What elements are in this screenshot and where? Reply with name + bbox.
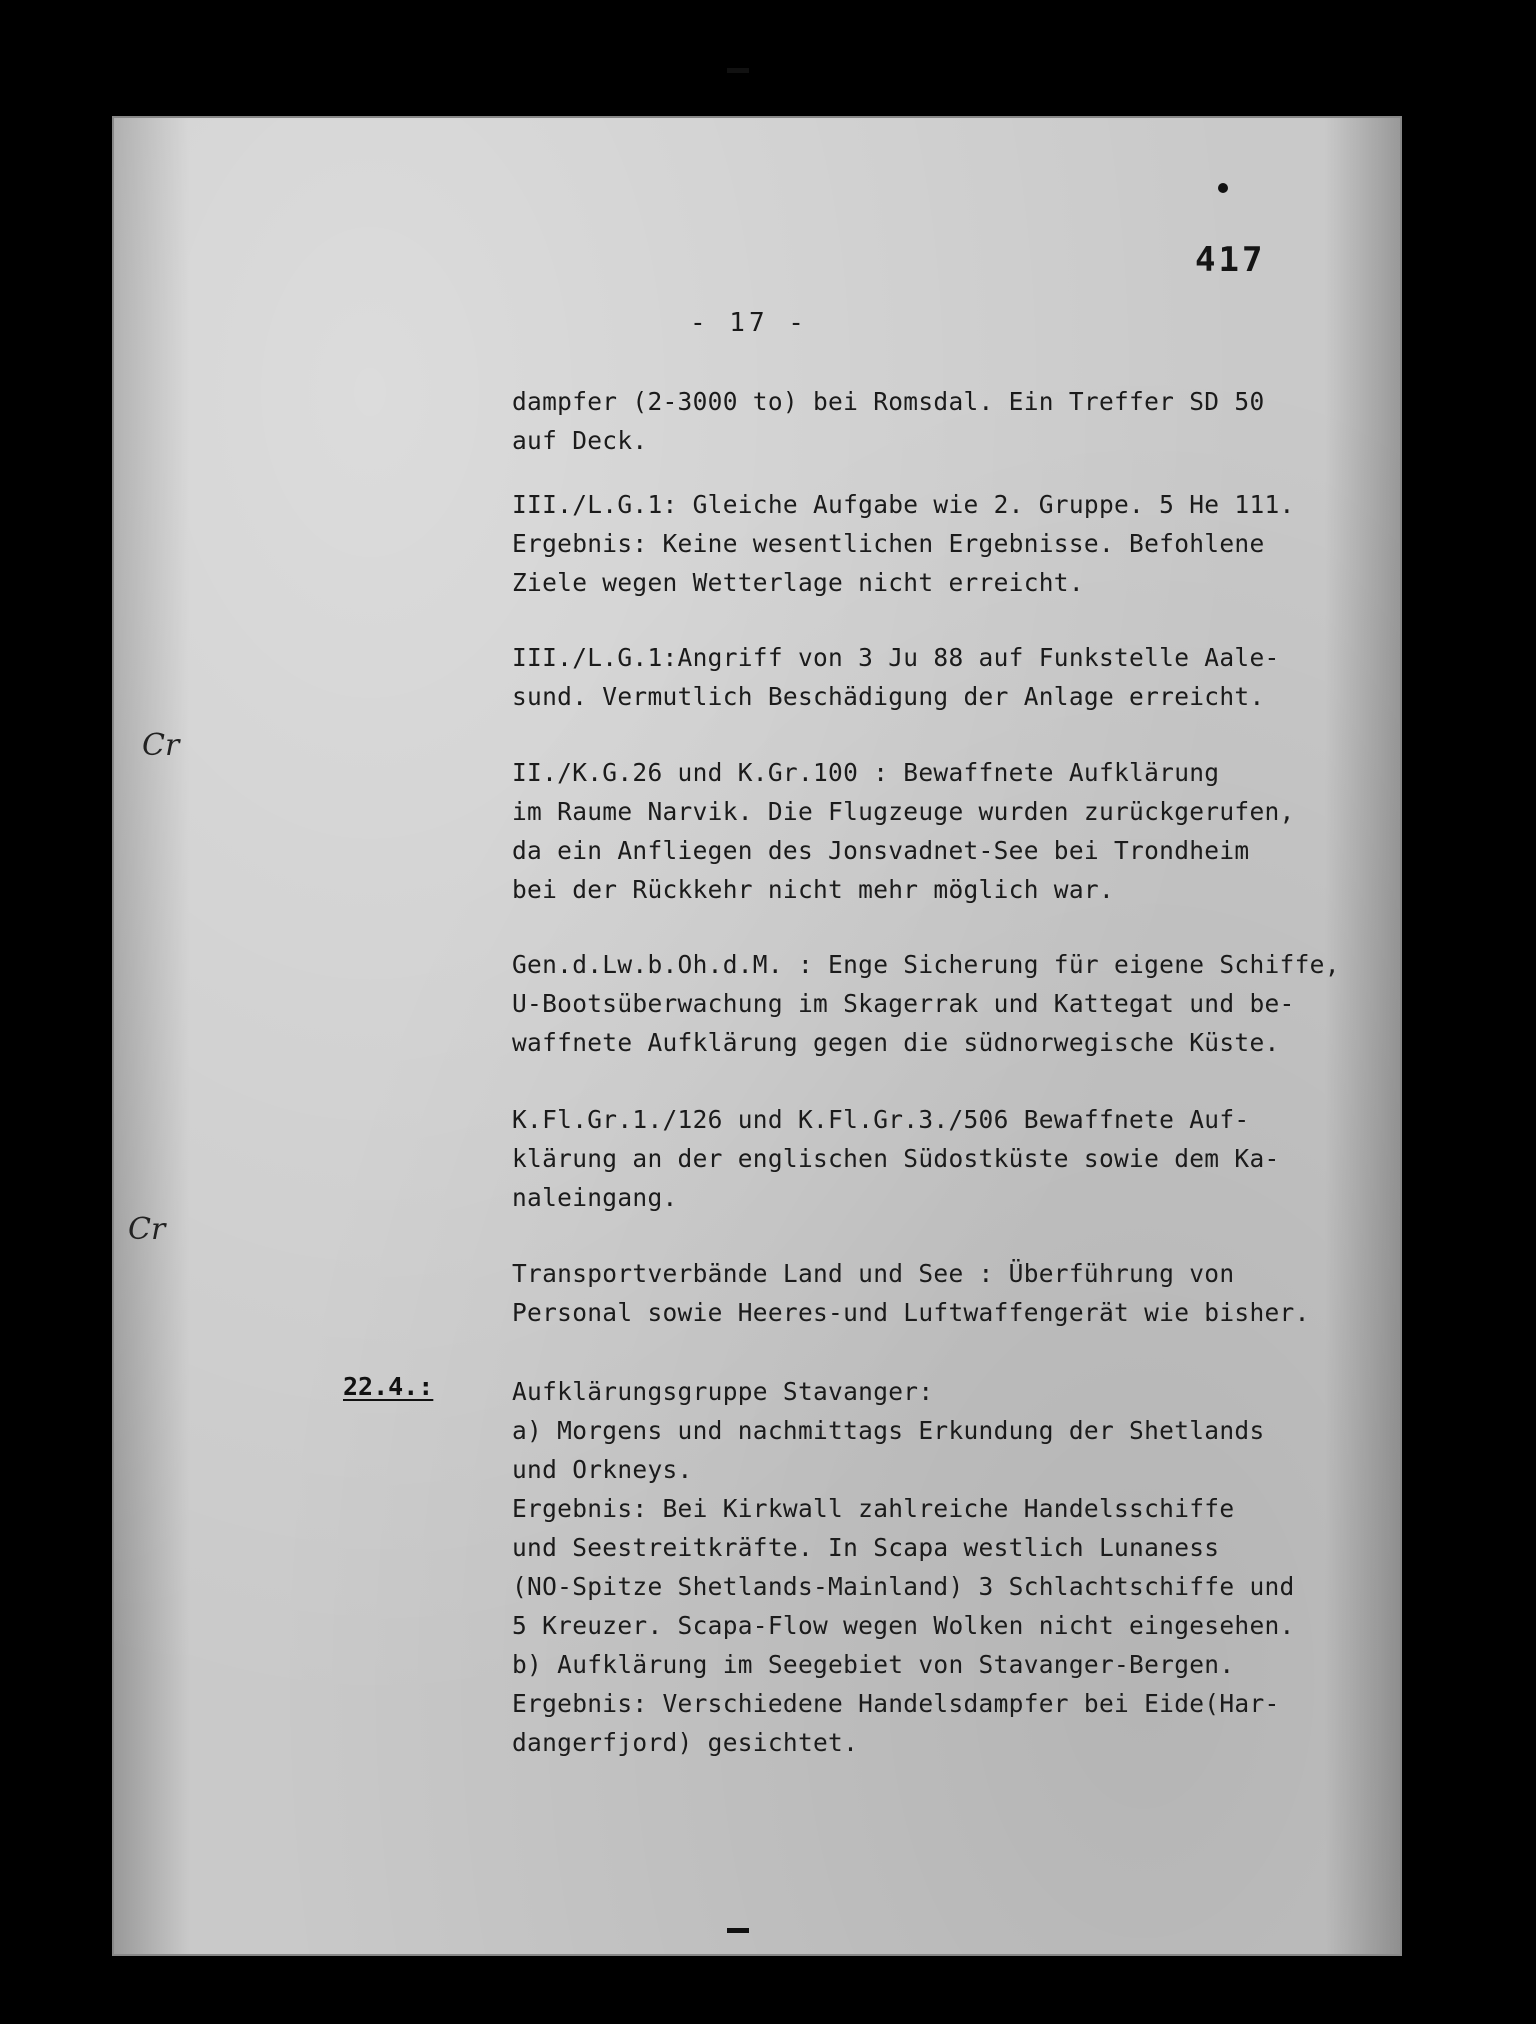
text-line: Ziele wegen Wetterlage nicht erreicht.	[512, 568, 1084, 597]
text-line: III./L.G.1: Gleiche Aufgabe wie 2. Gruppe. 5 He 111.	[512, 490, 1295, 519]
text-line: (NO-Spitze Shetlands-Mainland) 3 Schlachtschiffe und	[512, 1572, 1295, 1601]
paragraph-2	[512, 485, 1332, 602]
text-line: dangerfjord) gesichtet.	[512, 1728, 859, 1757]
text-line: II./K.G.26 und K.Gr.100 : Bewaffnete Aufklärung	[512, 758, 1220, 787]
paragraph-4	[512, 753, 1332, 909]
margin-mark-1: Cr	[142, 728, 180, 763]
paragraph-3	[512, 638, 1332, 716]
folio-number: 417	[1195, 240, 1266, 280]
text-line: a) Morgens und nachmittags Erkundung der Shetlands	[512, 1416, 1265, 1445]
text-line: dampfer (2-3000 to) bei Romsdal. Ein Treffer SD 50	[512, 387, 1265, 416]
text-line: 5 Kreuzer. Scapa-Flow wegen Wolken nicht eingesehen.	[512, 1611, 1295, 1640]
entry-date: 22.4.:	[343, 1372, 434, 1401]
text-line: und Seestreitkräfte. In Scapa westlich Lunaness	[512, 1533, 1220, 1562]
text-line: K.Fl.Gr.1./126 und K.Fl.Gr.3./506 Bewaffnete Auf-	[512, 1105, 1250, 1134]
text-line: naleingang.	[512, 1183, 678, 1212]
text-line: U-Bootsüberwachung im Skagerrak und Kattegat und be-	[512, 989, 1295, 1018]
text-line: klärung an der englischen Südostküste sowie dem Ka-	[512, 1144, 1280, 1173]
entry-body	[512, 1372, 1332, 1762]
punch-dot	[1218, 183, 1228, 193]
text-line: sund. Vermutlich Beschädigung der Anlage erreicht.	[512, 682, 1265, 711]
paragraph-6	[512, 1100, 1332, 1217]
page-number: - 17 -	[690, 308, 808, 338]
text-line: III./L.G.1:Angriff von 3 Ju 88 auf Funkstelle Aale-	[512, 643, 1280, 672]
paragraph-1	[512, 382, 1332, 460]
text-line: Transportverbände Land und See : Überführung von	[512, 1259, 1235, 1288]
text-line: waffnete Aufklärung gegen die südnorwegische Küste.	[512, 1028, 1280, 1057]
text-line: Ergebnis: Bei Kirkwall zahlreiche Handelsschiffe	[512, 1494, 1235, 1523]
text-line: und Orkneys.	[512, 1455, 693, 1484]
text-line: Personal sowie Heeres-und Luftwaffengerät wie bisher.	[512, 1298, 1310, 1327]
paragraph-5	[512, 945, 1340, 1062]
scan-mark-bottom	[727, 1928, 749, 1933]
text-line: Ergebnis: Verschiedene Handelsdampfer bei Eide(Har-	[512, 1689, 1280, 1718]
text-line: Aufklärungsgruppe Stavanger:	[512, 1377, 934, 1406]
text-line: da ein Anfliegen des Jonsvadnet-See bei Trondheim	[512, 836, 1250, 865]
text-line: Gen.d.Lw.b.Oh.d.M. : Enge Sicherung für eigene Schiffe,	[512, 950, 1340, 979]
text-line: Ergebnis: Keine wesentlichen Ergebnisse. Befohlene	[512, 529, 1265, 558]
text-line: bei der Rückkehr nicht mehr möglich war.	[512, 875, 1115, 904]
margin-mark-2: Cr	[128, 1212, 166, 1247]
text-line: im Raume Narvik. Die Flugzeuge wurden zurückgerufen,	[512, 797, 1295, 826]
text-line: b) Aufklärung im Seegebiet von Stavanger-Bergen.	[512, 1650, 1235, 1679]
text-line: auf Deck.	[512, 426, 648, 455]
scan-mark-top	[727, 68, 749, 73]
paragraph-7	[512, 1254, 1332, 1332]
